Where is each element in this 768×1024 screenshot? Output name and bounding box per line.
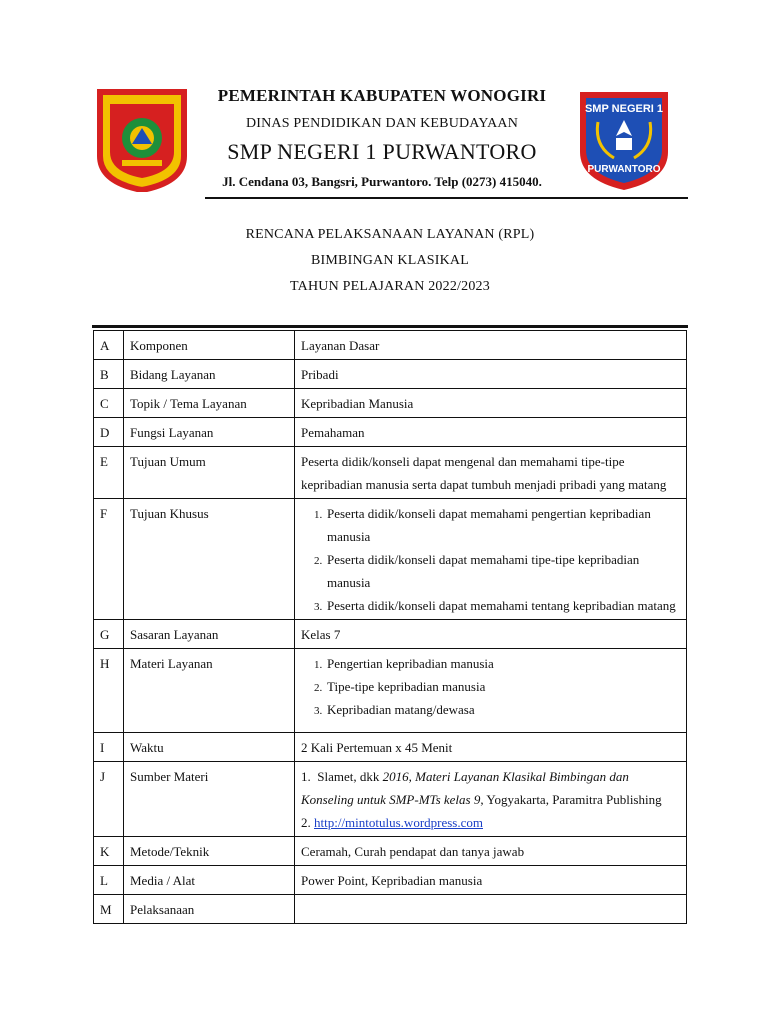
list-item: 3. Peserta didik/konseli dapat memahami tentang kepribadian matang [325,594,680,617]
row-label: Sasaran Layanan [124,620,295,649]
row-code: H [94,649,124,733]
school-name: SMP NEGERI 1 PURWANTORO [227,139,537,164]
table-row [94,389,687,418]
school-address: Jl. Cendana 03, Bangsri, Purwantoro. Telp (0273) 415040. [222,174,542,189]
row-code: I [94,733,124,762]
row-label: Topik / Tema Layanan [124,389,295,418]
row-code: B [94,360,124,389]
rpl-table [93,330,687,924]
row-code: L [94,866,124,895]
table-row [94,837,687,866]
source-link[interactable]: http://mintotulus.wordpress.com [314,815,483,830]
table-top-rule [92,325,688,328]
wonogiri-regency-emblem [96,86,188,192]
table-row [94,620,687,649]
row-code: E [94,447,124,499]
row-code: D [94,418,124,447]
letterhead [92,82,688,200]
list-item: 2. Tipe-tipe kepribadian manusia [325,675,680,698]
table-row [94,895,687,924]
row-label: Pelaksanaan [124,895,295,924]
list-item: 1. Peserta didik/konseli dapat memahami pengertian kepribadian manusia [325,502,680,548]
table-row [94,360,687,389]
table-row [94,499,687,620]
row-label: Materi Layanan [124,649,295,733]
row-label: Tujuan Umum [124,447,295,499]
list-item: 2. Peserta didik/konseli dapat memahami tipe-tipe kepribadian manusia [325,548,680,594]
row-code: J [94,762,124,837]
row-value: Peserta didik/konseli dapat mengenal dan memahami tipe-tipe kepribadian manusia serta dapat tumbuh menjadi pribadi yang matang [295,447,687,499]
row-code: A [94,331,124,360]
row-value: Pribadi [295,360,687,389]
government-name: PEMERINTAH KABUPATEN WONOGIRI [217,86,547,105]
goal-list [301,502,680,617]
row-label: Sumber Materi [124,762,295,837]
row-label: Fungsi Layanan [124,418,295,447]
source-1: 1. Slamet, dkk 2016, Materi Layanan Klasikal Bimbingan dan Konseling untuk SMP-MTs kelas 9, Yogyakarta, Paramitra Publishing [301,769,662,807]
row-value: Power Point, Kepribadian manusia [295,866,687,895]
source-list [295,762,687,837]
material-list [301,652,680,721]
row-label: Waktu [124,733,295,762]
row-code: M [94,895,124,924]
row-value-list [295,649,687,733]
title-line-2: BIMBINGAN KLASIKAL [311,253,469,268]
department-name: DINAS PENDIDIKAN DAN KEBUDAYAAN [245,116,519,131]
letterhead-text [192,82,572,190]
row-label: Tujuan Khusus [124,499,295,620]
row-value: 2 Kali Pertemuan x 45 Menit [295,733,687,762]
row-value: Kelas 7 [295,620,687,649]
table-row [94,733,687,762]
title-line-1: RENCANA PELAKSANAAN LAYANAN (RPL) [245,227,535,242]
row-code: K [94,837,124,866]
row-value: Kepribadian Manusia [295,389,687,418]
title-line-3: TAHUN PELAJARAN 2022/2023 [290,279,490,294]
row-label: Bidang Layanan [124,360,295,389]
emblem-bottom-text: PURWANTORO [587,164,661,175]
source-2: 2. http://mintotulus.wordpress.com [301,815,483,830]
row-code: C [94,389,124,418]
school-emblem [574,86,674,192]
row-value: Pemahaman [295,418,687,447]
row-code: G [94,620,124,649]
table-row [94,447,687,499]
table-row [94,866,687,895]
table-row [94,762,687,837]
table-row [94,649,687,733]
row-code: F [94,499,124,620]
row-label: Media / Alat [124,866,295,895]
table-row [94,418,687,447]
table-row [94,331,687,360]
row-value [295,895,687,924]
list-item: 1. Pengertian kepribadian manusia [325,652,680,675]
emblem-top-text: SMP NEGERI 1 [584,103,664,115]
row-value: Layanan Dasar [295,331,687,360]
document-title [92,225,688,303]
letterhead-divider [205,197,688,199]
row-value-list [295,499,687,620]
row-label: Metode/Teknik [124,837,295,866]
list-item: 3. Kepribadian matang/dewasa [325,698,680,721]
row-value: Ceramah, Curah pendapat dan tanya jawab [295,837,687,866]
row-label: Komponen [124,331,295,360]
